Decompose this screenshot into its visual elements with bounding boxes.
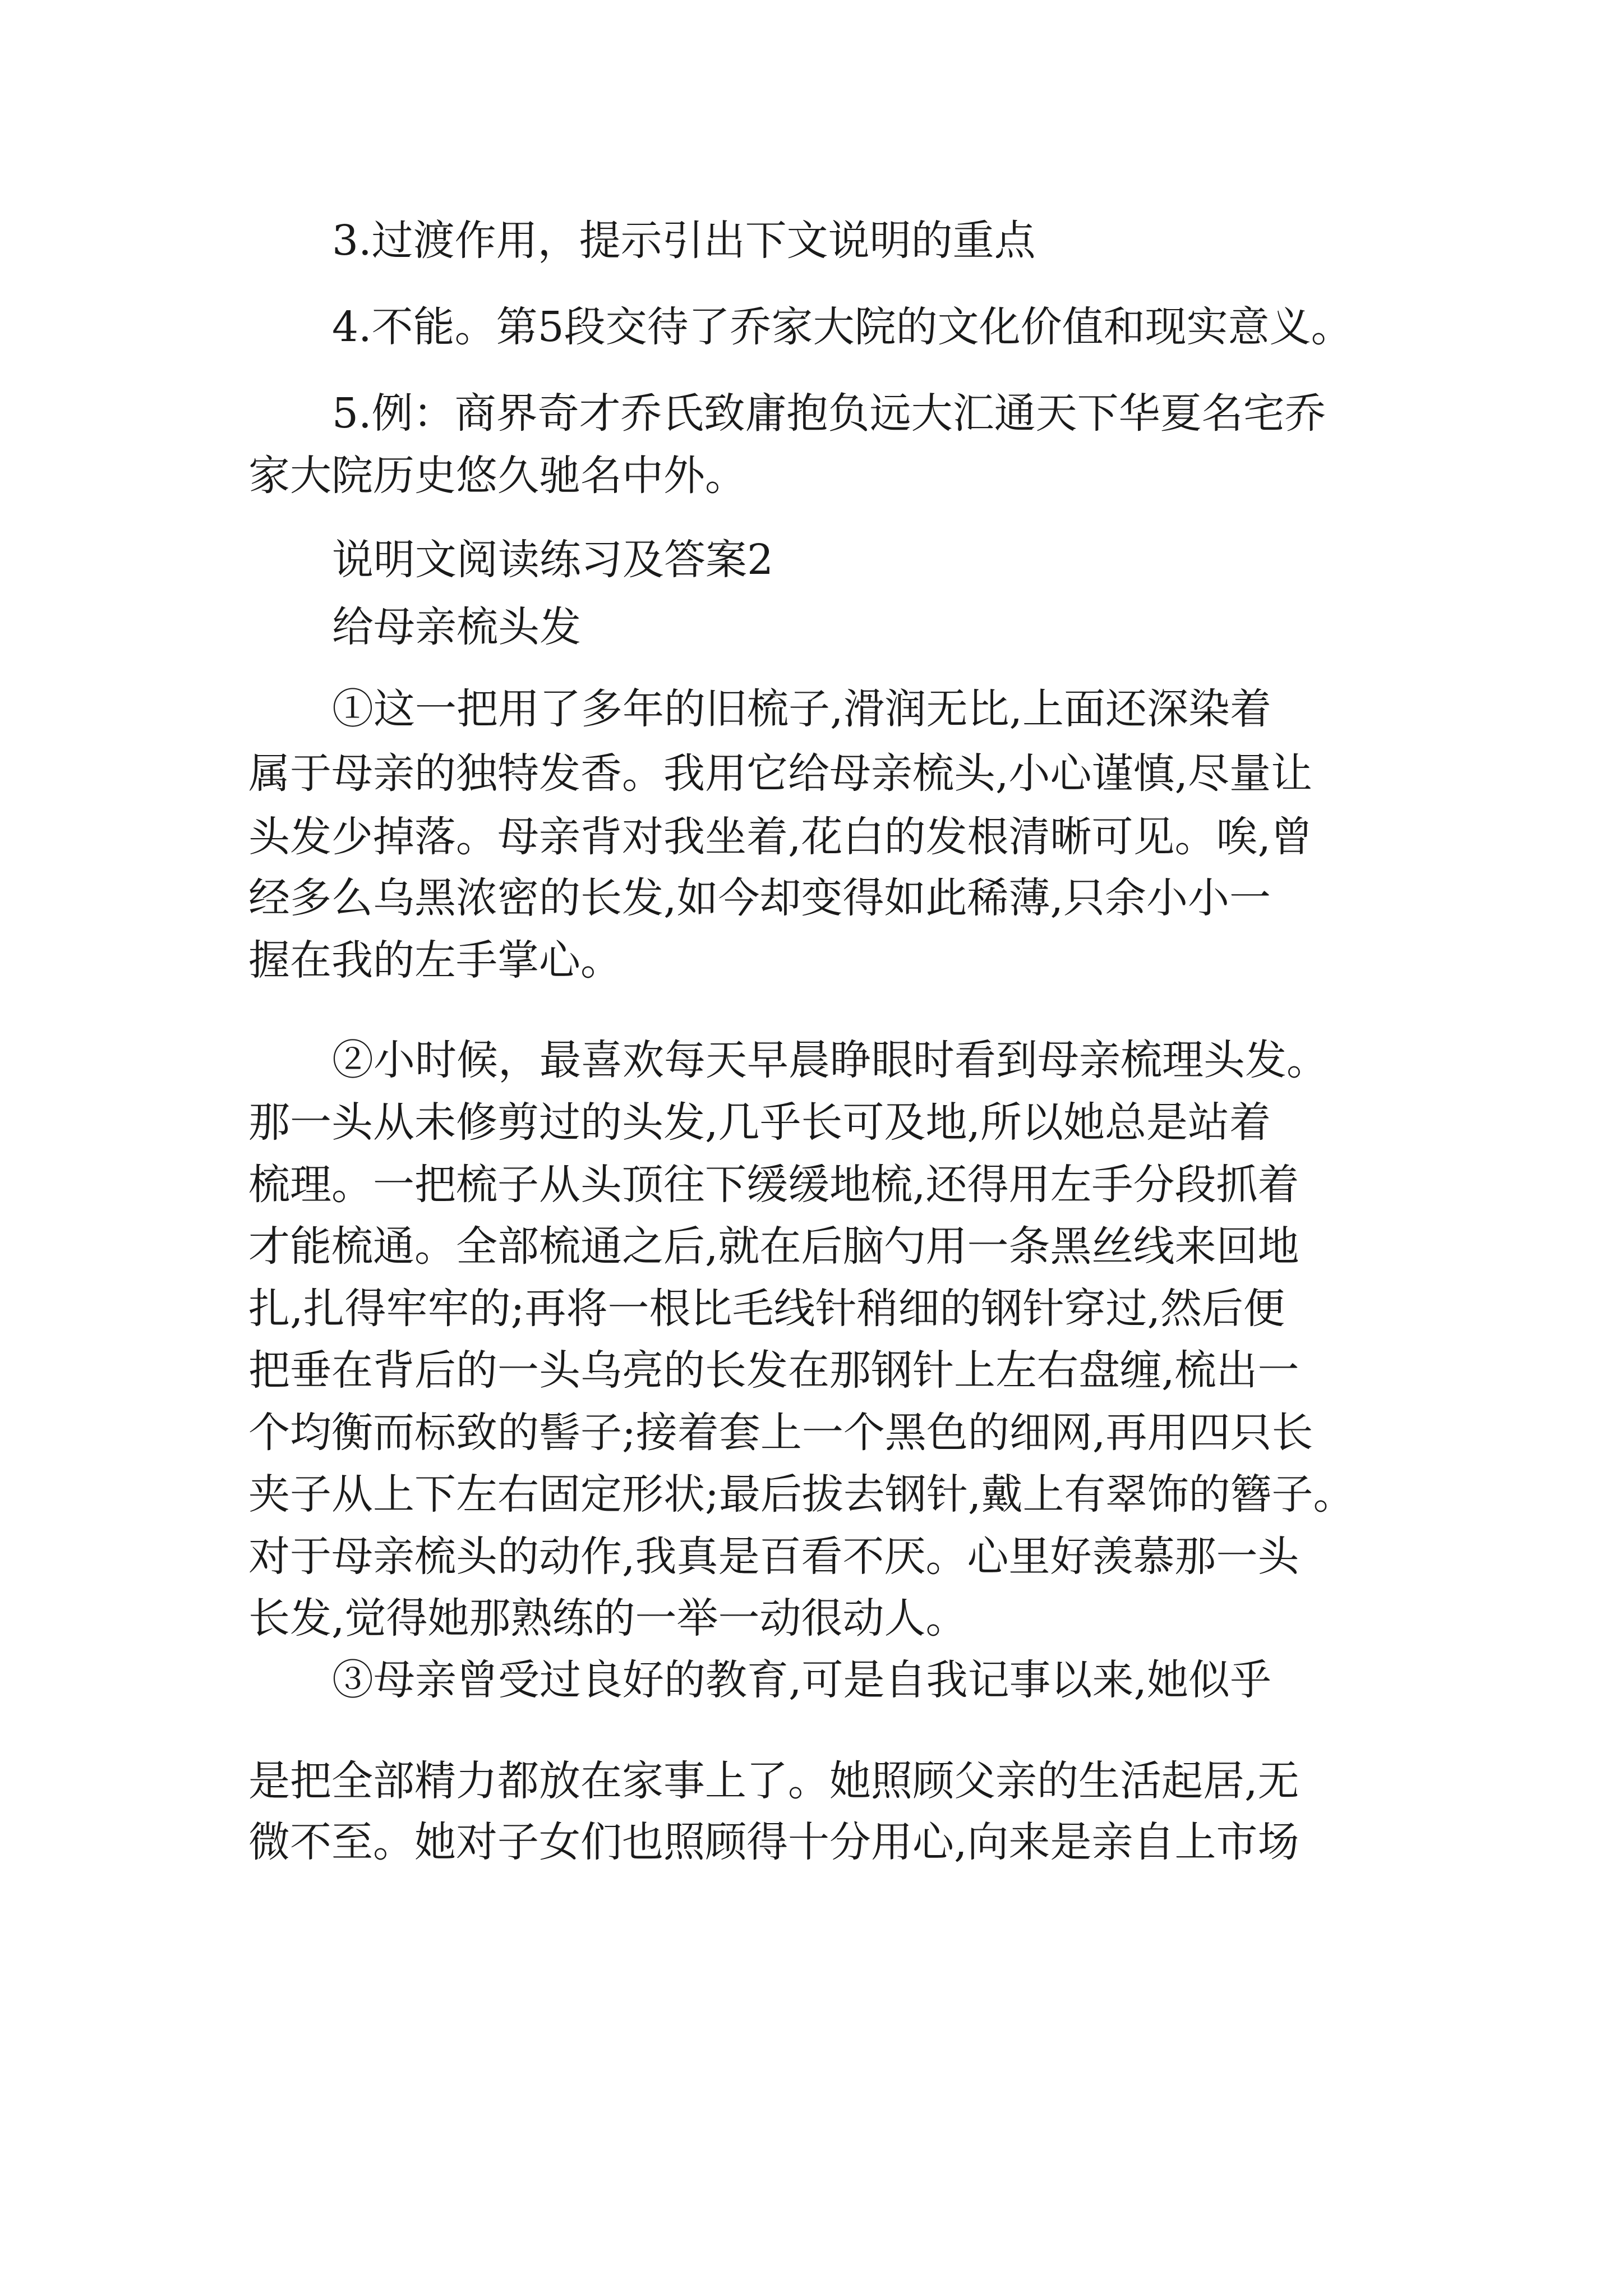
paragraph-2-line: 梳理。一把梳子从头顶往下缓缓地梳,还得用左手分段抓着 xyxy=(248,1161,1299,1209)
paragraph-1-line: 属于母亲的独特发香。我用它给母亲梳头,小心谨慎,尽量让 xyxy=(248,749,1313,798)
paragraph-3-line: 微不至。她对子女们也照顾得十分用心,向来是亲自上市场 xyxy=(248,1818,1299,1866)
paragraph-2-line: ②小时候，最喜欢每天早晨睁眼时看到母亲梳理头发。 xyxy=(332,1036,1328,1084)
paragraph-1-line: 经多么乌黑浓密的长发,如今却变得如此稀薄,只余小小一 xyxy=(248,874,1271,922)
paragraph-2-line: 才能梳通。全部梳通之后,就在后脑勺用一条黑丝线来回地 xyxy=(248,1222,1299,1271)
paragraph-2-line: 扎,扎得牢牢的;再将一根比毛线针稍细的钢针穿过,然后便 xyxy=(248,1285,1285,1333)
paragraph-2-line: 个均衡而标致的髻子;接着套上一个黑色的细网,再用四只长 xyxy=(248,1409,1313,1457)
paragraph-2-line: 长发,觉得她那熟练的一举一动很动人。 xyxy=(248,1594,967,1642)
answer-line-5: 5.例：商界奇才乔氏致庸抱负远大汇通天下华夏名宅乔 xyxy=(332,389,1326,438)
paragraph-2-line: 对于母亲梳头的动作,我真是百看不厌。心里好羡慕那一头 xyxy=(248,1533,1299,1581)
paragraph-3-line: 是把全部精力都放在家事上了。她照顾父亲的生活起居,无 xyxy=(248,1757,1299,1805)
paragraph-3-line: ③母亲曾受过良好的教育,可是自我记事以来,她似乎 xyxy=(332,1656,1272,1704)
article-title: 给母亲梳头发 xyxy=(332,603,581,651)
paragraph-1-line: 握在我的左手掌心。 xyxy=(248,936,622,984)
paragraph-2-line: 夹子从上下左右固定形状;最后拔去钢针,戴上有翠饰的簪子。 xyxy=(248,1470,1355,1519)
answer-line-3: 3.过渡作用，提示引出下文说明的重点 xyxy=(332,217,1036,265)
answer-line-4: 4.不能。第5段交待了乔家大院的文化价值和现实意义。 xyxy=(332,303,1353,351)
paragraph-1-line: 头发少掉落。母亲背对我坐着,花白的发根清晰可见。唉,曾 xyxy=(248,813,1313,861)
paragraph-2-line: 把垂在背后的一头乌亮的长发在那钢针上左右盘缠,梳出一 xyxy=(248,1346,1299,1395)
paragraph-1-line: ①这一把用了多年的旧梳子,滑润无比,上面还深染着 xyxy=(332,685,1272,733)
answer-line-5-continued: 家大院历史悠久驰名中外。 xyxy=(248,452,746,500)
paragraph-2-line: 那一头从未修剪过的头发,几乎长可及地,所以她总是站着 xyxy=(248,1098,1271,1147)
section-heading: 说明文阅读练习及答案2 xyxy=(332,536,774,584)
